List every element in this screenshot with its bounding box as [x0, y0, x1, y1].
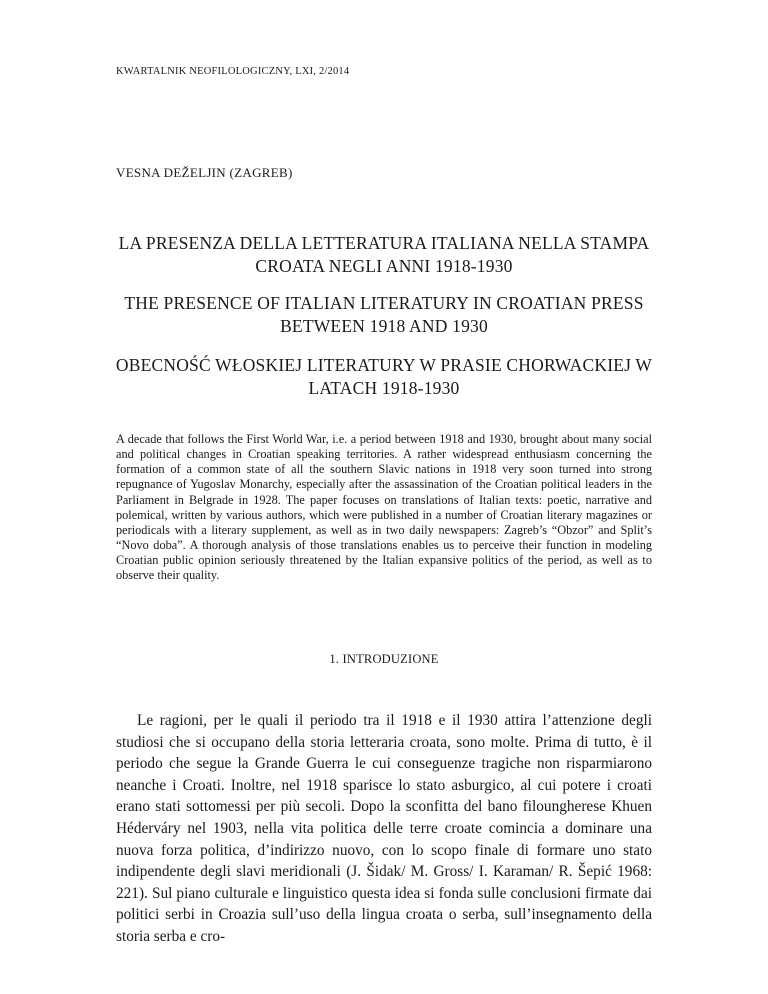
body-paragraph: Le ragioni, per le quali il periodo tra il 1918 e il 1930 attira l’attenzione degli studiosi che si occupano della storia letteraria croata, sono molte. Prima di tutto, è il periodo che segue la Grande Guerra le cui conseguenze tragiche non risparmiarono neanche i Croati. Inoltre, nel 1918 sparisce lo stato asburgico, al cui potere i croati erano stati sottomessi per più secoli. Dopo la sconfitta del bano filoungherese Khuen Héderváry nel 1903, nella vita politica delle terre croate comincia a dominare una nuova forza politica, d’indirizzo nuovo, con lo scopo finale di formare uno stato indipendente degli slavi meridionali (J. Šidak/ M. Gross/ I. Karaman/ R. Šepić 1968: 221). Sul piano culturale e linguistico questa idea si fonda sulle conclusioni firmate dai politici serbi in Croazia sull’uso della lingua croata o serba, sull’insegnamento della storia serba e cro-: [116, 712, 652, 945]
title-english: THE PRESENCE OF ITALIAN LITERATURY IN CROATIAN PRESS BETWEEN 1918 AND 1930: [124, 293, 644, 336]
abstract: A decade that follows the First World War, i.e. a period between 1918 and 1930, brought about many social and political changes in Croatian speaking territories. A rather widespread enthusiasm concerning the formation of a common state of all the southern Slavic nations in 1918 very soon turned into strong repugnance of Yugoslav Monarchy, especially after the assassination of the Croatian political leaders in the Parliament in Belgrade in 1928. The paper focuses on translations of Italian texts: poetic, narrative and polemical, written by various authors, which were published in a number of Croatian literary magazines or periodicals with a literary supplement, as well as in two daily newspapers: Zagreb’s “Obzor” and Split’s “Novo doba”. A thorough analysis of those translations enables us to perceive their function in modeling Croatian public opinion seriously threatened by the Italian expansive politics of the period, as well as to observe their quality.: [116, 432, 652, 583]
title-polish: OBECNOŚĆ WŁOSKIEJ LITERATURY W PRASIE CHORWACKIEJ W LATACH 1918-1930: [115, 355, 653, 398]
journal-header: KWARTALNIK NEOFILOLOGICZNY, LXI, 2/2014: [116, 66, 350, 77]
section-heading: 1. INTRODUZIONE: [329, 652, 439, 666]
title-italian: LA PRESENZA DELLA LETTERATURA ITALIANA NELLA STAMPA CROATA NEGLI ANNI 1918-1930: [118, 233, 650, 276]
author-line: VESNA DEŽELJIN (ZAGREB): [116, 165, 293, 180]
